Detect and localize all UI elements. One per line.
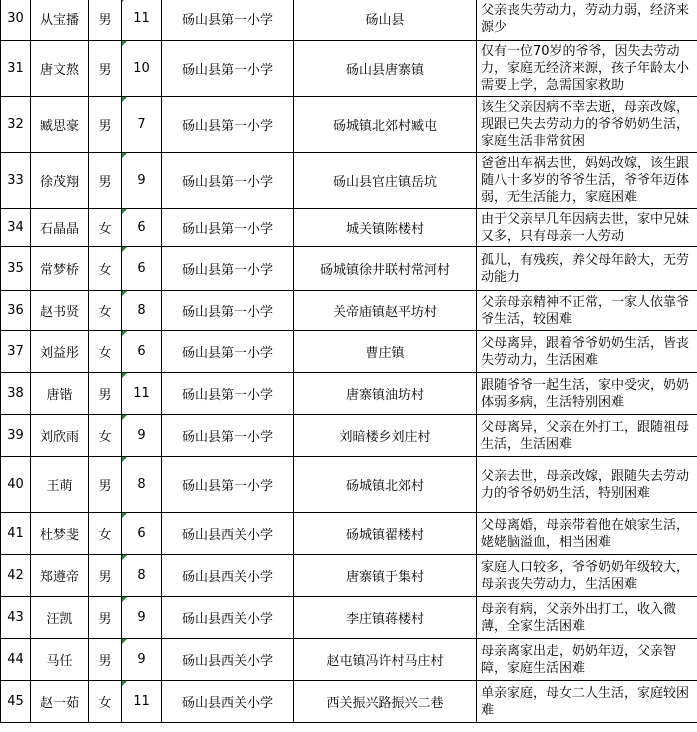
student-gender: 女	[89, 291, 122, 331]
home-address: 砀山县唐寨镇	[294, 41, 477, 97]
hardship-description: 孤儿，有残疾，养父母年龄大，无劳动能力	[477, 247, 697, 291]
row-number: 38	[1, 373, 31, 415]
table-row	[1, 209, 697, 247]
hardship-description: 父亲母亲精神不正常，一家人依靠爷爷生活，较困难	[477, 291, 697, 331]
school-name: 砀山县第一小学	[162, 291, 294, 331]
hardship-description: 父母离异，父亲在外打工，跟随祖母生活，生活困难	[477, 415, 697, 457]
school-name: 砀山县第一小学	[162, 153, 294, 209]
table-row	[1, 373, 697, 415]
student-gender: 男	[89, 597, 122, 639]
school-name: 砀山县第一小学	[162, 415, 294, 457]
hardship-description: 母亲有病，父亲外出打工，收入微薄，全家生活困难	[477, 597, 697, 639]
table-row	[1, 415, 697, 457]
student-name: 唐锴	[31, 373, 89, 415]
student-age: 9	[122, 415, 162, 457]
table-row	[1, 639, 697, 681]
table-row	[1, 41, 697, 97]
school-name: 砀山县第一小学	[162, 457, 294, 513]
student-name: 刘益彤	[31, 331, 89, 373]
student-name: 刘欣雨	[31, 415, 89, 457]
student-name: 常梦桥	[31, 247, 89, 291]
student-name: 汪凯	[31, 597, 89, 639]
school-name: 砀山县第一小学	[162, 373, 294, 415]
row-number: 45	[1, 681, 31, 723]
row-number: 35	[1, 247, 31, 291]
table-row	[1, 331, 697, 373]
row-number: 30	[1, 0, 31, 41]
home-address: 刘暗楼乡刘庄村	[294, 415, 477, 457]
student-age: 9	[122, 597, 162, 639]
row-number: 37	[1, 331, 31, 373]
student-gender: 男	[89, 373, 122, 415]
hardship-description: 母亲离家出走，奶奶年迈，父亲智障，家庭生活困难	[477, 639, 697, 681]
school-name: 砀山县第一小学	[162, 0, 294, 41]
row-number: 36	[1, 291, 31, 331]
home-address: 砀山县官庄镇岳坑	[294, 153, 477, 209]
student-name: 赵书贤	[31, 291, 89, 331]
student-gender: 女	[89, 209, 122, 247]
row-number: 34	[1, 209, 31, 247]
student-age: 6	[122, 247, 162, 291]
hardship-description: 单亲家庭，母女二人生活，家庭较困难	[477, 681, 697, 723]
student-name: 马任	[31, 639, 89, 681]
student-gender: 女	[89, 247, 122, 291]
student-age: 6	[122, 331, 162, 373]
row-number: 41	[1, 513, 31, 555]
student-gender: 男	[89, 639, 122, 681]
home-address: 赵屯镇冯许村马庄村	[294, 639, 477, 681]
school-name: 砀山县第一小学	[162, 209, 294, 247]
school-name: 砀山县西关小学	[162, 513, 294, 555]
student-gender: 女	[89, 415, 122, 457]
row-number: 39	[1, 415, 31, 457]
student-name: 徐茂翔	[31, 153, 89, 209]
table-row	[1, 457, 697, 513]
row-number: 44	[1, 639, 31, 681]
row-number: 43	[1, 597, 31, 639]
table-row	[1, 247, 697, 291]
home-address: 李庄镇蒋楼村	[294, 597, 477, 639]
school-name: 砀山县第一小学	[162, 331, 294, 373]
student-age: 6	[122, 513, 162, 555]
student-age: 11	[122, 373, 162, 415]
student-gender: 男	[89, 555, 122, 597]
school-name: 砀山县西关小学	[162, 639, 294, 681]
table-row	[1, 153, 697, 209]
student-age: 8	[122, 555, 162, 597]
row-number: 31	[1, 41, 31, 97]
home-address: 砀城镇北郊村	[294, 457, 477, 513]
hardship-description: 父母离婚，母亲带着他在娘家生活，姥姥脑溢血，相当困难	[477, 513, 697, 555]
table-body	[1, 0, 697, 723]
hardship-description: 由于父亲早几年因病去世，家中兄妹又多，只有母亲一人劳动	[477, 209, 697, 247]
student-gender: 男	[89, 0, 122, 41]
school-name: 砀山县第一小学	[162, 247, 294, 291]
student-gender: 女	[89, 513, 122, 555]
student-age: 10	[122, 41, 162, 97]
student-age: 6	[122, 209, 162, 247]
student-gender: 女	[89, 331, 122, 373]
student-name: 赵一茹	[31, 681, 89, 723]
student-gender: 男	[89, 97, 122, 153]
hardship-description: 家庭人口较多，爷爷奶奶年级较大，母亲丧失劳动力，生活困难	[477, 555, 697, 597]
home-address: 唐寨镇于集村	[294, 555, 477, 597]
home-address: 城关镇陈楼村	[294, 209, 477, 247]
student-name: 杜梦斐	[31, 513, 89, 555]
student-name: 石晶晶	[31, 209, 89, 247]
row-number: 32	[1, 97, 31, 153]
student-age: 7	[122, 97, 162, 153]
home-address: 曹庄镇	[294, 331, 477, 373]
student-name: 臧思豪	[31, 97, 89, 153]
home-address: 西关振兴路振兴二巷	[294, 681, 477, 723]
school-name: 砀山县西关小学	[162, 681, 294, 723]
school-name: 砀山县西关小学	[162, 597, 294, 639]
home-address: 砀城镇北郊村臧屯	[294, 97, 477, 153]
table-row	[1, 555, 697, 597]
row-number: 33	[1, 153, 31, 209]
student-gender: 男	[89, 153, 122, 209]
home-address: 唐寨镇油坊村	[294, 373, 477, 415]
student-age: 9	[122, 153, 162, 209]
row-number: 40	[1, 457, 31, 513]
hardship-description: 仅有一位70岁的爷爷，因失去劳动力，家庭无经济来源，孩子年龄太小需要上学，急需国家救助	[477, 41, 697, 97]
table-row	[1, 513, 697, 555]
school-name: 砀山县西关小学	[162, 555, 294, 597]
student-gender: 男	[89, 41, 122, 97]
hardship-description: 父亲去世，母亲改嫁，跟随失去劳动力的爷爷奶奶生活，特别困难	[477, 457, 697, 513]
student-gender: 男	[89, 457, 122, 513]
hardship-description: 爸爸出车祸去世，妈妈改嫁，该生跟随八十多岁的爷爷生活，爷爷年迈体弱，无生活能力，家庭困难	[477, 153, 697, 209]
student-name: 郑遵帝	[31, 555, 89, 597]
student-name: 从宝播	[31, 0, 89, 41]
table-row	[1, 681, 697, 723]
home-address: 砀城镇翟楼村	[294, 513, 477, 555]
school-name: 砀山县第一小学	[162, 41, 294, 97]
table-row	[1, 0, 697, 41]
table-row	[1, 597, 697, 639]
hardship-description: 该生父亲因病不幸去逝，母亲改嫁，现跟已失去劳动力的爷爷奶奶生活，家庭生活非常贫困	[477, 97, 697, 153]
row-number: 42	[1, 555, 31, 597]
student-name: 王萌	[31, 457, 89, 513]
student-gender: 女	[89, 681, 122, 723]
table-row	[1, 97, 697, 153]
home-address: 砀山县	[294, 0, 477, 41]
student-age: 9	[122, 639, 162, 681]
home-address: 砀城镇徐井联村常河村	[294, 247, 477, 291]
student-name: 唐文熬	[31, 41, 89, 97]
hardship-description: 父亲丧失劳动力，劳动力弱，经济来源少	[477, 0, 697, 41]
student-age: 11	[122, 681, 162, 723]
hardship-description: 父母离异，跟着爷爷奶奶生活，皆丧失劳动力，生活困难	[477, 331, 697, 373]
student-age: 11	[122, 0, 162, 41]
hardship-description: 跟随爷爷一起生活，家中受灾，奶奶体弱多病，生活特别困难	[477, 373, 697, 415]
student-age: 8	[122, 291, 162, 331]
table-row	[1, 291, 697, 331]
home-address: 关帝庙镇赵平坊村	[294, 291, 477, 331]
student-age: 8	[122, 457, 162, 513]
school-name: 砀山县第一小学	[162, 97, 294, 153]
